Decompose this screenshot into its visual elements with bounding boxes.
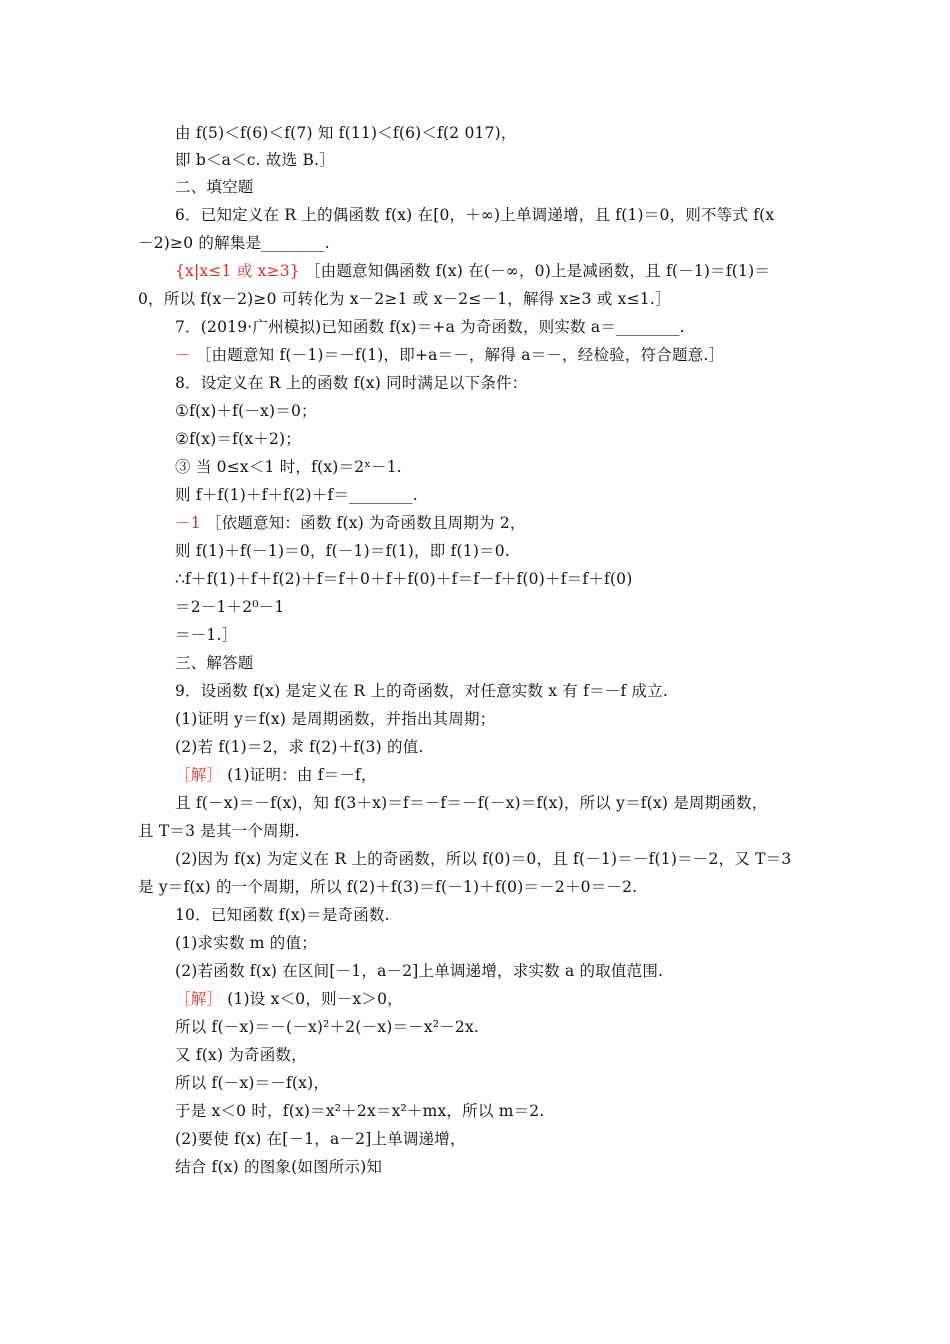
text-line: [175, 736, 424, 758]
text-line: [175, 652, 254, 674]
line-text: (1)求实数 m 的值；: [175, 934, 317, 952]
line-text: 且 f(－x)＝－f(x)，知 f(3＋x)＝f＝－f＝－f(－x)＝f(x)，所以 y＝f(x) 是周期函数，: [175, 794, 768, 812]
text-line: [175, 1100, 545, 1122]
line-text: (2)若函数 f(x) 在区间[－1，a－2]上单调递增，求实数 a 的取值范围.: [175, 962, 664, 980]
text-line: [138, 232, 330, 254]
text-line: [175, 848, 791, 870]
line-text: ①f(x)＋f(－x)＝0；: [175, 402, 317, 420]
text-line: [175, 512, 526, 534]
text-line: [175, 1156, 382, 1178]
text-line: [138, 876, 637, 898]
text-line: [175, 456, 402, 478]
text-line: [175, 1044, 307, 1066]
text-line: [175, 484, 418, 506]
line-text: 7．(2019·广州模拟)已知函数 f(x)＝+a 为奇函数，则实数 a＝________.: [175, 318, 685, 336]
answer-text: {x|x≤1 或 x≥3}: [175, 262, 300, 280]
line-text: ③ 当 0≤x＜1 时，f(x)＝2ˣ－1.: [175, 458, 402, 476]
line-text: 所以 f(－x)＝－f(x)，: [175, 1074, 330, 1092]
text-line: [175, 792, 767, 814]
line-text: 则 f(1)＋f(－1)＝0，f(－1)＝f(1)，即 f(1)＝0.: [175, 542, 510, 560]
line-text: (2)若 f(1)＝2，求 f(2)＋f(3) 的值.: [175, 738, 424, 756]
text-line: [175, 1128, 466, 1150]
line-text: (1)设 x＜0，则－x＞0，: [222, 990, 403, 1008]
answer-text: －1: [175, 514, 201, 532]
text-line: [175, 400, 317, 422]
line-text: 所以 f(－x)＝－(－x)²＋2(－x)＝－x²－2x.: [175, 1018, 480, 1036]
text-line: [175, 680, 668, 702]
line-text: 二、填空题: [175, 178, 254, 196]
line-text: 由 f(5)＜f(6)＜f(7) 知 f(11)＜f(6)＜f(2 017)，: [175, 124, 517, 142]
line-text: (1)证明：由 f＝－f，: [222, 766, 377, 784]
text-line: [175, 960, 663, 982]
line-text: ②f(x)＝f(x＋2)；: [175, 430, 302, 448]
text-line: [175, 176, 254, 198]
line-text: 于是 x＜0 时，f(x)＝x²＋2x＝x²＋mx，所以 m＝2.: [175, 1102, 545, 1120]
answer-text: ［解］: [175, 766, 223, 784]
text-line: [175, 1072, 329, 1094]
line-text: (2)因为 f(x) 为定义在 R 上的奇函数，所以 f(0)＝0，且 f(－1)＝－f(1)＝－2，又 T＝3: [175, 850, 792, 868]
line-text: 即 b＜a＜c. 故选 B.］: [175, 151, 335, 169]
text-line: [175, 540, 510, 562]
line-text: 6．已知定义在 R 上的偶函数 f(x) 在[0，＋∞)上单调递增，且 f(1)＝0，则不等式 f(x: [175, 206, 775, 224]
text-line: [175, 568, 632, 590]
text-line: [175, 904, 390, 926]
line-text: ＝2－1＋2⁰－1: [175, 598, 285, 616]
line-text: ［依题意知：函数 f(x) 为奇函数且周期为 2，: [200, 514, 526, 532]
answer-text: －: [175, 346, 191, 364]
line-text: (1)证明 y＝f(x) 是周期函数，并指出其周期；: [175, 710, 496, 728]
text-line: [175, 149, 335, 171]
text-line: [175, 708, 495, 730]
text-line: [138, 820, 300, 842]
text-line: [138, 288, 671, 310]
line-text: 0，所以 f(x－2)≥0 可转化为 x－2≥1 或 x－2≤－1，解得 x≥3 或 x≤1.］: [138, 290, 671, 308]
text-line: [175, 344, 724, 366]
line-text: －2)≥0 的解集是________.: [138, 234, 330, 252]
line-text: 9．设函数 f(x) 是定义在 R 上的奇函数，对任意实数 x 有 f＝－f 成立.: [175, 682, 669, 700]
line-text: ＝－1.］: [175, 626, 238, 644]
text-line: [175, 1016, 479, 1038]
line-text: ［由题意知偶函数 f(x) 在(－∞，0)上是减函数，且 f(－1)＝f(1)＝: [299, 262, 771, 280]
text-line: [175, 596, 284, 618]
line-text: 则 f＋f(1)＋f＋f(2)＋f＝________.: [175, 486, 418, 504]
text-line: [175, 204, 774, 226]
line-text: 且 T＝3 是其一个周期.: [138, 822, 300, 840]
text-line: [175, 122, 517, 144]
text-line: [175, 624, 237, 646]
line-text: ［由题意知 f(－1)＝－f(1)，即+a＝－，解得 a＝－，经检验，符合题意.］: [190, 346, 725, 364]
line-text: 10．已知函数 f(x)＝是奇函数.: [175, 906, 390, 924]
answer-text: ［解］: [175, 990, 223, 1008]
line-text: 8．设定义在 R 上的函数 f(x) 同时满足以下条件：: [175, 374, 528, 392]
text-line: [175, 932, 317, 954]
line-text: 结合 f(x) 的图象(如图所示)知: [175, 1158, 383, 1176]
text-line: [175, 260, 770, 282]
text-line: [175, 316, 685, 338]
line-text: 三、解答题: [175, 654, 254, 672]
text-line: [175, 764, 377, 786]
line-text: (2)要使 f(x) 在[－1，a－2]上单调递增，: [175, 1130, 466, 1148]
line-text: ∴f＋f(1)＋f＋f(2)＋f＝f＋0＋f＋f(0)＋f＝f－f＋f(0)＋f＝f＋f(0): [175, 570, 633, 588]
line-text: 又 f(x) 为奇函数，: [175, 1046, 307, 1064]
line-text: 是 y＝f(x) 的一个周期，所以 f(2)＋f(3)＝f(－1)＋f(0)＝－2＋0＝－2.: [138, 878, 638, 896]
text-line: [175, 988, 403, 1010]
text-line: [175, 372, 527, 394]
text-line: [175, 428, 301, 450]
